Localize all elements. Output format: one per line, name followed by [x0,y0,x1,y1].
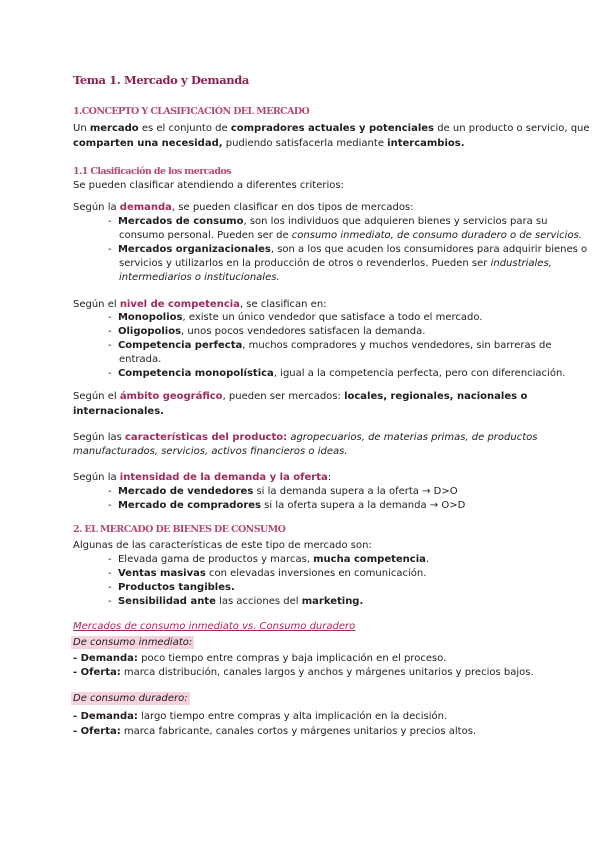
definition-line-1: Un mercado es el conjunto de compradores actuales y potenciales de un producto o servicio, que [73,123,590,134]
list-item-cont: servicios y utilizarlos en la producción de otros o revenderlos. Pueden ser industriales, [119,258,552,269]
list-item: - Mercado de vendedores si la demanda supera a la oferta → D>O [108,486,458,497]
producto-line-2: manufacturados, servicios, activos financieros o ideas. [73,446,348,457]
list-item-cont: consumo personal. Pueden ser de consumo inmediato, de consumo duradero o de servicios. [119,230,582,241]
list-item: - Elevada gama de productos y marcas, mucha competencia. [108,554,430,565]
geo-line-2: internacionales. [73,406,164,417]
comparison-title: Mercados de consumo inmediato vs. Consumo duradero [73,621,356,632]
list-item-cont: intermediarios o institucionales. [119,272,280,283]
section-1-heading: 1.CONCEPTO Y CLASIFICACIÓN DEL MERCADO [73,106,310,117]
definition-line-2: comparten una necesidad, pudiendo satisfacerla mediante intercambios. [73,138,465,149]
producto-line-1: Según las características del producto: agropecuarios, de materias primas, de productos [73,432,538,443]
duradero-demanda: - Demanda: largo tiempo entre compras y alta implicación en la decisión. [73,711,448,722]
competencia-intro: Según el nivel de competencia, se clasifican en: [73,299,327,310]
list-item: - Oligopolios, unos pocos vendedores satisfacen la demanda. [108,326,426,337]
list-item: - Sensibilidad ante las acciones del marketing. [108,596,364,607]
section-1-1-heading: 1.1 Clasificación de los mercados [73,166,231,177]
demanda-intro: Según la demanda, se pueden clasificar en dos tipos de mercados: [73,202,414,213]
section-2-intro: Algunas de las características de este tipo de mercado son: [73,540,372,551]
duradero-label: De consumo duradero: [73,693,188,704]
list-item-cont: entrada. [119,354,162,365]
list-item: - Competencia perfecta, muchos compradores y muchos vendedores, sin barreras de [108,340,552,351]
page-title: Tema 1. Mercado y Demanda [73,73,249,87]
intensidad-intro: Según la intensidad de la demanda y la oferta: [73,472,332,483]
list-item: - Mercado de compradores si la oferta supera a la demanda → O>D [108,500,466,511]
list-item: - Monopolios, existe un único vendedor que satisface a todo el mercado. [108,312,483,323]
list-item: - Mercados de consumo, son los individuos que adquieren bienes y servicios para su [108,216,548,227]
list-item: - Mercados organizacionales, son a los que acuden los consumidores para adquirir bienes o [108,244,588,255]
list-item: - Ventas masivas con elevadas inversiones en comunicación. [108,568,427,579]
duradero-oferta: - Oferta: marca fabricante, canales cortos y márgenes unitarios y precios altos. [73,726,477,737]
inmediato-demanda: - Demanda: poco tiempo entre compras y baja implicación en el proceso. [73,653,447,664]
inmediato-oferta: - Oferta: marca distribución, canales largos y anchos y márgenes unitarios y precios bajos. [73,667,534,678]
list-item: - Competencia monopolística, igual a la competencia perfecta, pero con diferenciación. [108,368,566,379]
inmediato-label: De consumo inmediato: [73,637,193,648]
geo-line-1: Según el ámbito geográfico, pueden ser mercados: locales, regionales, nacionales o [73,391,528,402]
list-item: - Productos tangibles. [108,582,235,593]
section-2-heading: 2. EL MERCADO DE BIENES DE CONSUMO [73,524,286,535]
classification-intro: Se pueden clasificar atendiendo a diferentes criterios: [73,180,344,191]
